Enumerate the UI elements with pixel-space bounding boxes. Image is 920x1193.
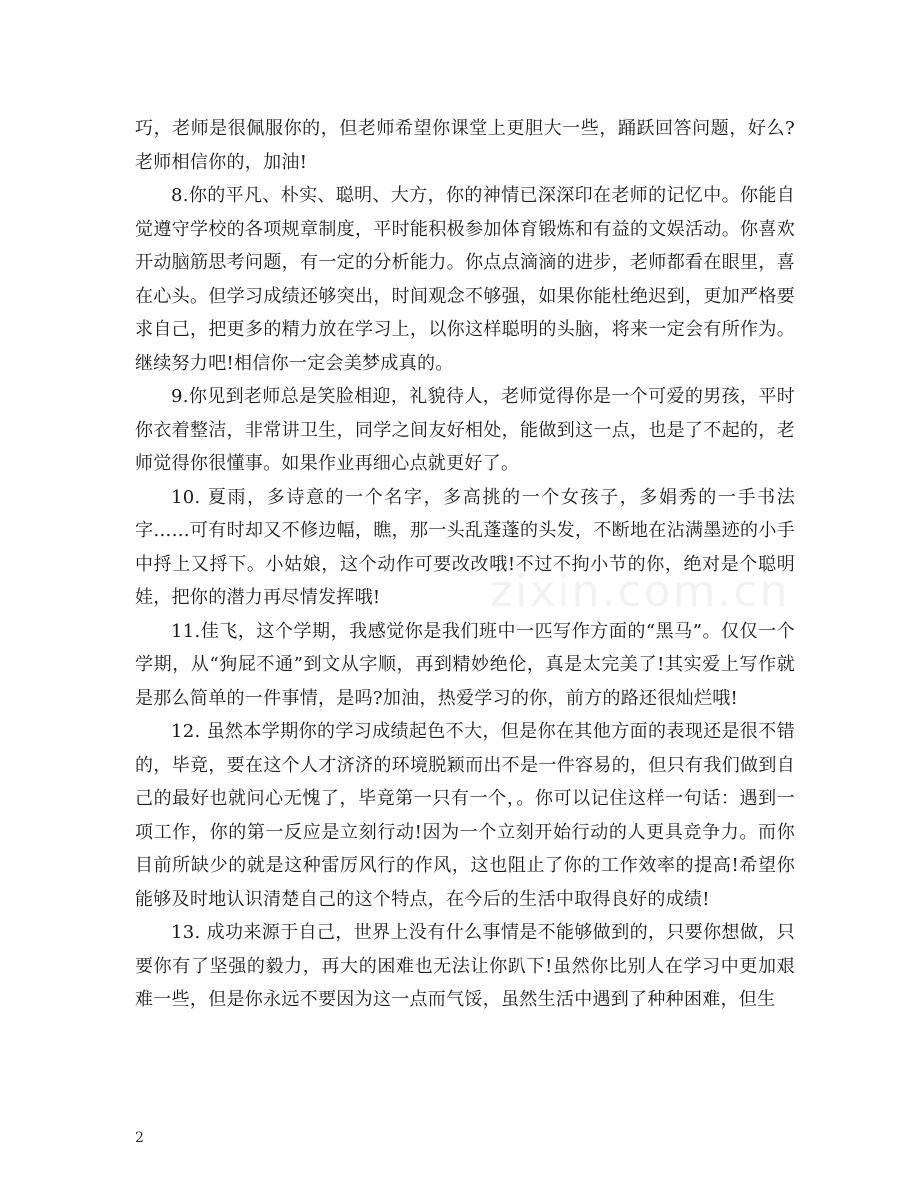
paragraph-item-8: 8.你的平凡、朴实、聪明、大方，你的神情已深深印在老师的记忆中。你能自觉遵守学校的各项规章制度，平时能积极参加体育锻炼和有益的文娱活动。你喜欢开动脑筋思考问题，有一定的分析能力。你点点滴滴的进步，老师都看在眼里，喜在心头。但学习成绩还够突出，时间观念不够强，如果你能杜绝迟到，更加严格要求自己，把更多的精力放在学习上，以你这样聪明的头脑，将来一定会有所作为。继续努力吧!相信你一定会美梦成真的。 (135, 185, 795, 374)
paragraph-item-11: 11.佳飞，这个学期，我感觉你是我们班中一匹写作方面的“黑马”。仅仅一个学期，从“狗屁不通”到文从字顺，再到精妙绝伦，真是太完美了!其实爱上写作就是那么简单的一件事情，是吗?加油，热爱学习的你，前方的路还很灿烂哦! (135, 620, 795, 709)
paragraph-item-10: 10. 夏雨，多诗意的一个名字，多高挑的一个女孩子，多娟秀的一手书法字……可有时却又不修边幅，瞧，那一头乱蓬蓬的头发，不断地在沾满墨迹的小手中捋上又捋下。小姑娘，这个动作可要改改哦!不过不拘小节的你，绝对是个聪明娃，把你的潜力再尽情发挥哦! (135, 486, 795, 608)
page-number: 2 (135, 1130, 144, 1146)
paragraph-item-12: 12. 虽然本学期你的学习成绩起色不大，但是你在其他方面的表现还是很不错的，毕竟，要在这个人才济济的环境脱颖而出不是一件容易的，但只有我们做到自己的最好也就问心无愧了，毕竟第一只有一个，。你可以记住这样一句话：遇到一项工作，你的第一反应是立刻行动!因为一个立刻开始行动的人更具竞争力。而你目前所缺少的就是这种雷厉风行的作风，这也阻止了你的工作效率的提高!希望你能够及时地认识清楚自己的这个特点，在今后的生活中取得良好的成绩! (135, 721, 795, 910)
watermark: zixin.com.cn (490, 566, 790, 617)
paragraph-item-13: 13. 成功来源于自己，世界上没有什么事情是不能够做到的，只要你想做，只要你有了坚强的毅力，再大的困难也无法让你趴下!虽然你比别人在学习中更加艰难一些，但是你永远不要因为这一点而气馁，虽然生活中遇到了种种困难，但生 (135, 922, 795, 1010)
paragraph-continuation: 巧，老师是很佩服你的，但老师希望你课堂上更胆大一些，踊跃回答问题，好么?老师相信你的，加油! (135, 118, 795, 173)
paragraph-item-9: 9.你见到老师总是笑脸相迎，礼貌待人，老师觉得你是一个可爱的男孩，平时你衣着整洁，非常讲卫生，同学之间友好相处，能做到这一点，也是了不起的，老师觉得你很懂事。如果作业再细心点就更好了。 (135, 386, 795, 474)
document-body (135, 112, 795, 1017)
